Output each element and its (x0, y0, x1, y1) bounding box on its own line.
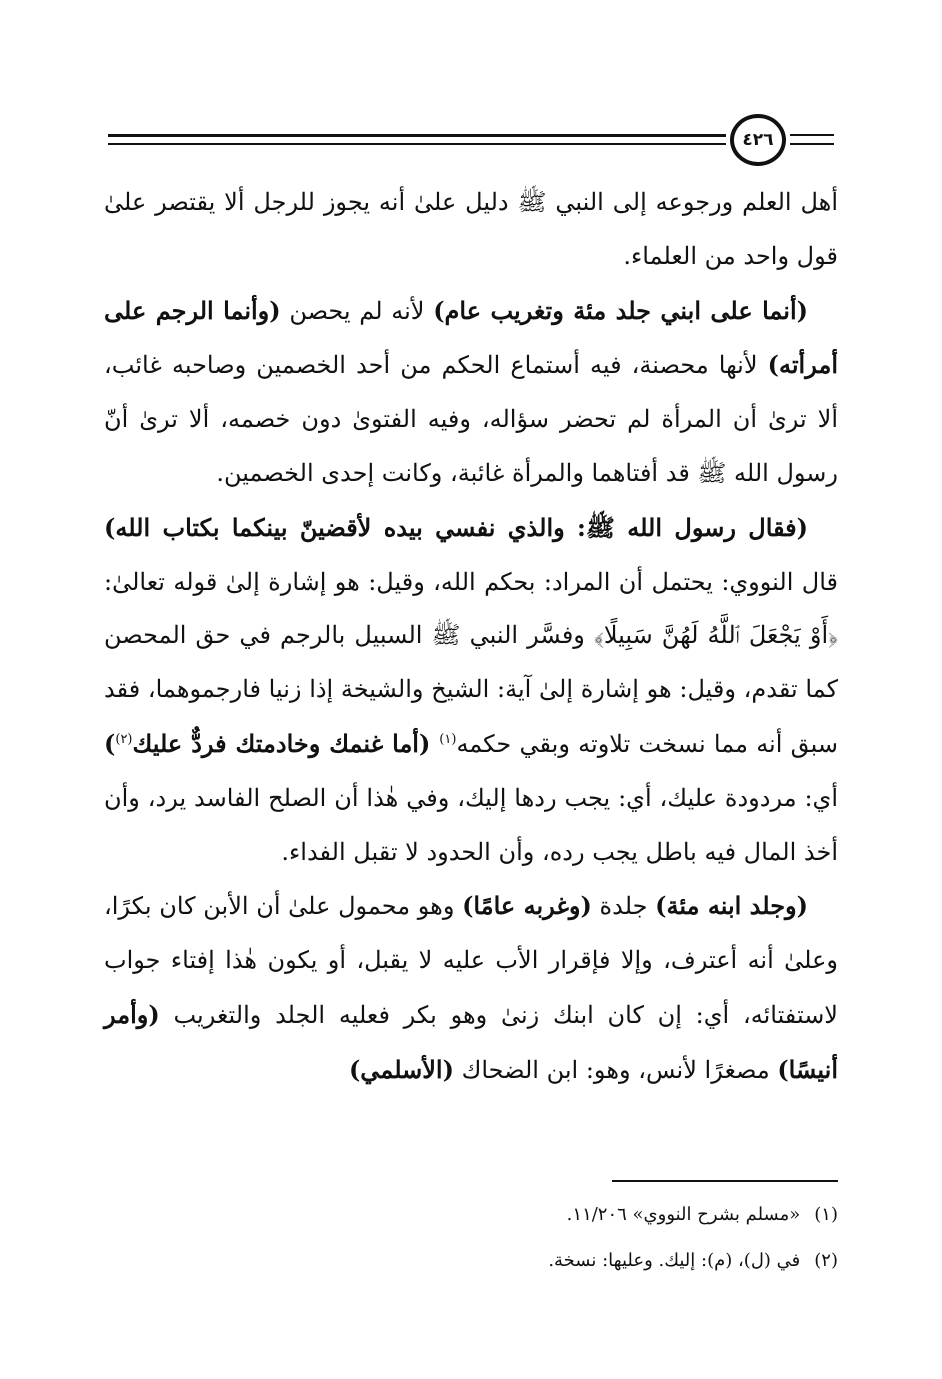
header-rule-right-bottom (790, 143, 834, 145)
footnote-separator (612, 1180, 838, 1182)
page-number: ٤٢٦ (742, 130, 774, 150)
footnotes (104, 1192, 838, 1284)
header-rule-right-top (790, 134, 834, 136)
commentary-text: أي: مردودة عليك، أي: يجب ردها إليك، وفي هٰذا أن الصلح الفاسد يرد، وأن أخذ المال فيه باطل يجب رده، وأن الحدود لا تقبل الفداء. (104, 783, 838, 866)
header-rule-top (108, 134, 726, 137)
quote-bold-close: ) (104, 728, 116, 758)
header-rule-bottom (108, 143, 726, 145)
commentary-text: جلدة (591, 892, 656, 921)
footnote-number: (٢) (814, 1250, 838, 1271)
paragraph-1-text: أهل العلم ورجوعه إلى النبي ﷺ دليل علىٰ أنه يجوز للرجل ألا يقتصر علىٰ قول واحد من العلماء. (104, 188, 838, 270)
footnote-ref-1: (١) (439, 731, 457, 747)
commentary-text: لأنه لم يحصن (280, 296, 434, 325)
paragraph-1 (104, 176, 838, 284)
paragraph-2 (104, 284, 838, 501)
footnote-ref-2: (٢) (115, 731, 133, 747)
quote-bold: (الأسلمي) (348, 1054, 454, 1084)
commentary-text: لأنها محصنة، فيه أستماع الحكم من أحد الخصمين وصاحبه غائب، ألا ترىٰ أن المرأة لم تحضر سؤاله، وفيه الفتوىٰ دون خصمه، ألا ترىٰ أنّ رسول الله ﷺ قد أفتاهما والمرأة غائبة، وكانت إحدى الخصمين. (104, 351, 838, 487)
quote-bold: (وأمر أنيسًا) (104, 999, 838, 1084)
footnote-text: في (ل)، (م): إليك. وعليها: نسخة. (548, 1250, 801, 1271)
commentary-text: وهو محمول علىٰ أن الأبن كان بكرًا، وعلىٰ أنه أعترف، وإلا فإقرار الأب عليه لا يقبل، أو يكون هٰذا إفتاء جواب لاستفتائه، أي: إن كان ابنك زنىٰ وهو بكر فعليه الجلد والتغريب (104, 892, 838, 1029)
quote-bold: (وغربه عامًا) (462, 891, 592, 921)
quote-bold: (أنما على ابني جلد مئة وتغريب عام) (433, 295, 808, 325)
paragraph-3 (104, 501, 838, 880)
quote-bold: (أما غنمك وخادمتك فردٌّ عليك (132, 728, 440, 758)
commentary-text: مصغرًا لأنس، وهو: ابن الضحاك (453, 1055, 778, 1084)
commentary-text: قال النووي: يحتمل أن المراد: بحكم الله، وقيل: هو إشارة إلىٰ قوله تعالىٰ: ﴿أَوْ يَجْعَلَ ٱللَّهُ لَهُنَّ سَبِيلًا﴾ وفسَّر النبي ﷺ السبيل بالرجم في حق المحصن كما تقدم، وقيل: هو إشارة إلىٰ آية: الشيخ والشيخة إذا زنيا فارجموهما، فقد سبق أنه مما نسخت تلاوته وبقي حكمه (104, 567, 839, 758)
footnote-text: «مسلم بشرح النووي» ١١/٢٠٦. (566, 1204, 801, 1225)
main-text (104, 176, 838, 1098)
footnote-2 (104, 1238, 838, 1284)
footnote-1 (104, 1192, 838, 1238)
quote-bold: (فقال رسول الله ﷺ: والذي نفسي بيده لأقضينّ بينكما بكتاب الله) (104, 512, 808, 542)
footnote-number: (١) (814, 1204, 838, 1225)
paragraph-4 (104, 879, 838, 1097)
quote-bold: (وجلد ابنه مئة) (655, 891, 808, 921)
page-header (0, 112, 942, 172)
quote-bold: (وأنما الرجم على أمرأته) (104, 295, 838, 380)
page-number-badge (730, 114, 786, 166)
